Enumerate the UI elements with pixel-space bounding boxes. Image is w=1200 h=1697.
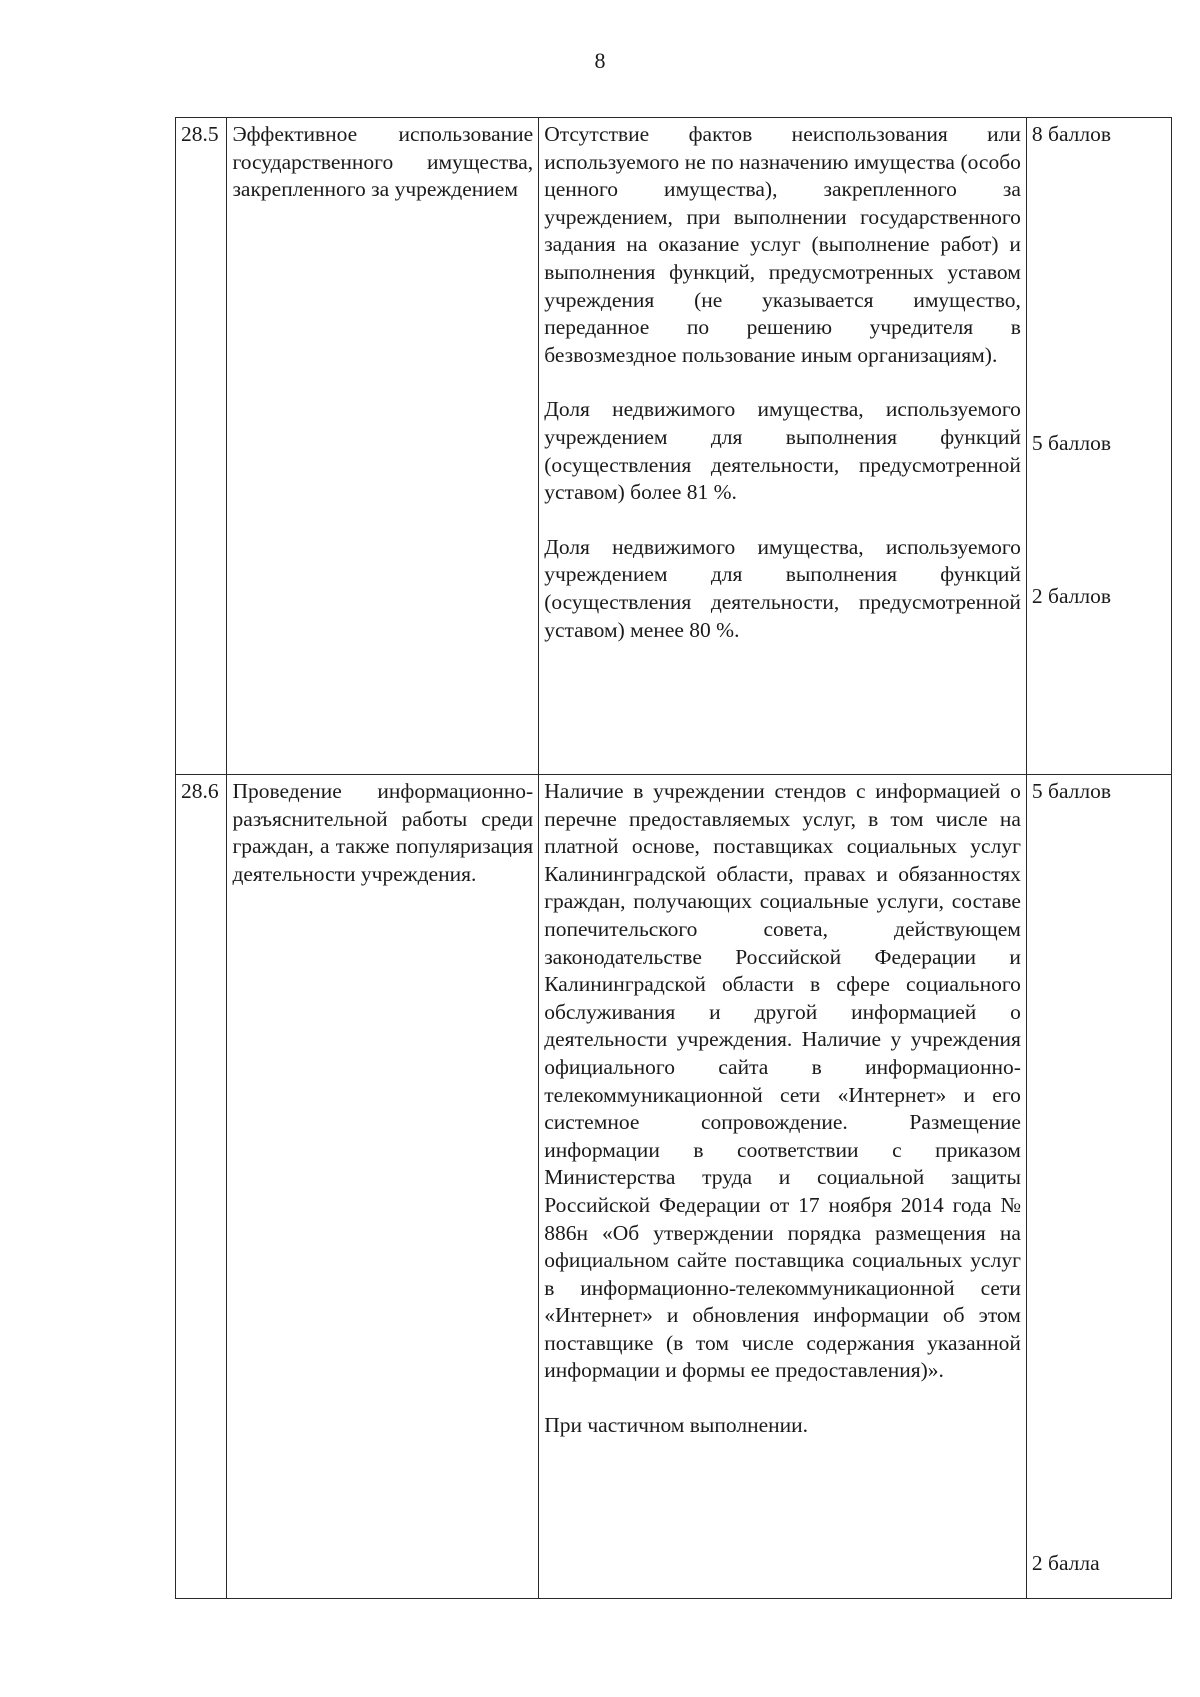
criterion-text: Отсутствие фактов неиспользования или используемого не по назначению имущества (особо ценного имущества), закрепленного за учреждением, при выполнении государственного задания на оказание услуг (выполнение работ) и выполнения функций, предусмотренных уставом учреждения (не указывается имущество, переданное по решению учредителя в безвозмездное пользование иным организациям).: [544, 122, 1021, 367]
points-column: [1026, 118, 1171, 775]
points-value: 5 баллов: [1031, 430, 1112, 455]
points-value: 5 баллов: [1031, 779, 1112, 803]
row-number: 28.6: [176, 775, 227, 1599]
criterion-text: Доля недвижимого имущества, используемого учреждением для выполнения функций (осуществления деятельности, предусмотренной уставом) менее 80 %.: [544, 534, 1021, 642]
row-number: 28.5: [176, 118, 227, 775]
criterion-name: Проведение информационно-разъяснительной работы среди граждан, а также популяризация деятельности учреждения.: [227, 775, 539, 1599]
criterion-descriptions: [539, 118, 1027, 775]
criteria-table: [175, 117, 1172, 1599]
criterion-text: Наличие в учреждении стендов с информацией о перечне предоставляемых услуг, в том числе на платной основе, поставщиках социальных услуг Калининградской области, правах и обязанностях граждан, получающих социальные услуги, составе попечительского совета, действующем законодательстве Российской Федерации и Калининградской области в сфере социального обслуживания и другой информацией о деятельности учреждения. Наличие у учреждения официального сайта в информационно-телекоммуникационной сети «Интернет» и его системное сопровождение. Размещение информации в соответствии с приказом Министерства труда и социальной защиты Российской Федерации от 17 ноября 2014 года № 886н «Об утверждении порядка размещения на официальном сайте поставщика социальных услуг в информационно-телекоммуникационной сети «Интернет» и обновления информации об этом поставщике (в том числе содержания указанной информации и формы ее предоставления)».: [544, 779, 1021, 1383]
table-row: [176, 118, 1172, 775]
points-column: [1026, 775, 1171, 1599]
criterion-name: Эффективное использование государственного имущества, закрепленного за учреждением: [227, 118, 539, 775]
criterion-text: При частичном выполнении.: [544, 1413, 809, 1438]
points-value: 2 балла: [1031, 1550, 1100, 1575]
page-number: 8: [594, 48, 606, 73]
table-row: [176, 775, 1172, 1599]
points-value: 8 баллов: [1031, 122, 1112, 146]
points-value: 2 баллов: [1031, 584, 1112, 609]
criterion-text: Доля недвижимого имущества, используемого учреждением для выполнения функций (осуществления деятельности, предусмотренной уставом) более 81 %.: [544, 397, 1021, 505]
criterion-descriptions: [539, 775, 1027, 1599]
